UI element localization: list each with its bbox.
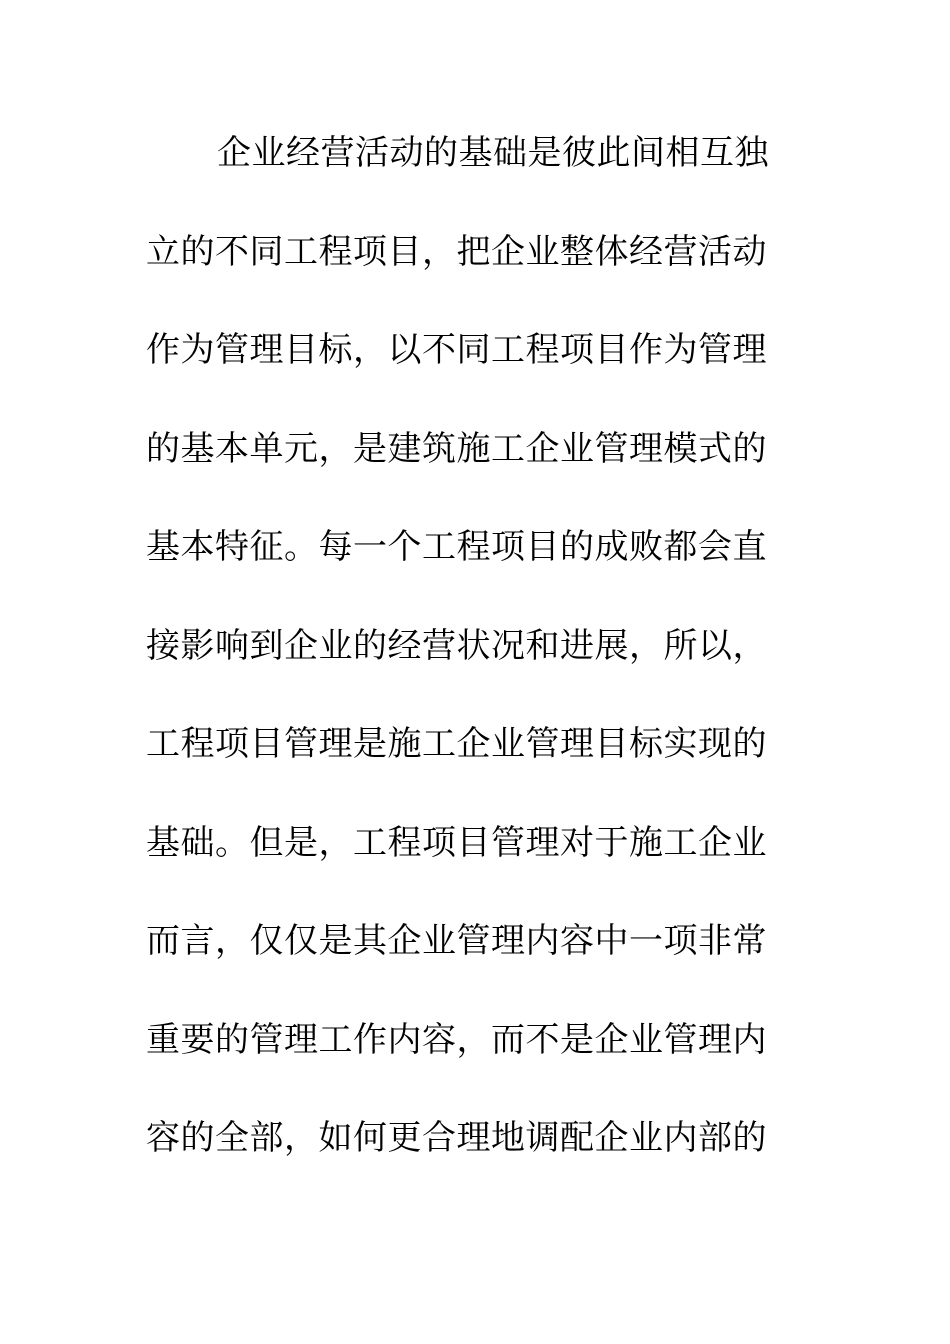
paragraph-line: 基本特征。每一个工程项目的成败都会直 (146, 527, 767, 567)
body-paragraph (146, 128, 786, 1212)
paragraph-line: 作为管理目标，以不同工程项目作为管理 (146, 330, 767, 370)
paragraph-line: 立的不同工程项目，把企业整体经营活动 (146, 231, 767, 272)
paragraph-line: 的基本单元，是建筑施工企业管理模式的 (146, 428, 767, 469)
paragraph-line: 容的全部，如何更合理地调配企业内部的 (146, 1118, 767, 1158)
paragraph-line: 而言，仅仅是其企业管理内容中一项非常 (146, 921, 767, 961)
paragraph-line: 接影响到企业的经营状况和进展，所以， (146, 625, 767, 666)
paragraph-line: 基础。但是，工程项目管理对于施工企业 (146, 822, 767, 863)
paragraph-line: 企业经营活动的基础是彼此间相互独 (217, 133, 769, 173)
paragraph-line: 重要的管理工作内容，而不是企业管理内 (146, 1019, 767, 1060)
paragraph-line: 工程项目管理是施工企业管理目标实现的 (146, 724, 767, 764)
